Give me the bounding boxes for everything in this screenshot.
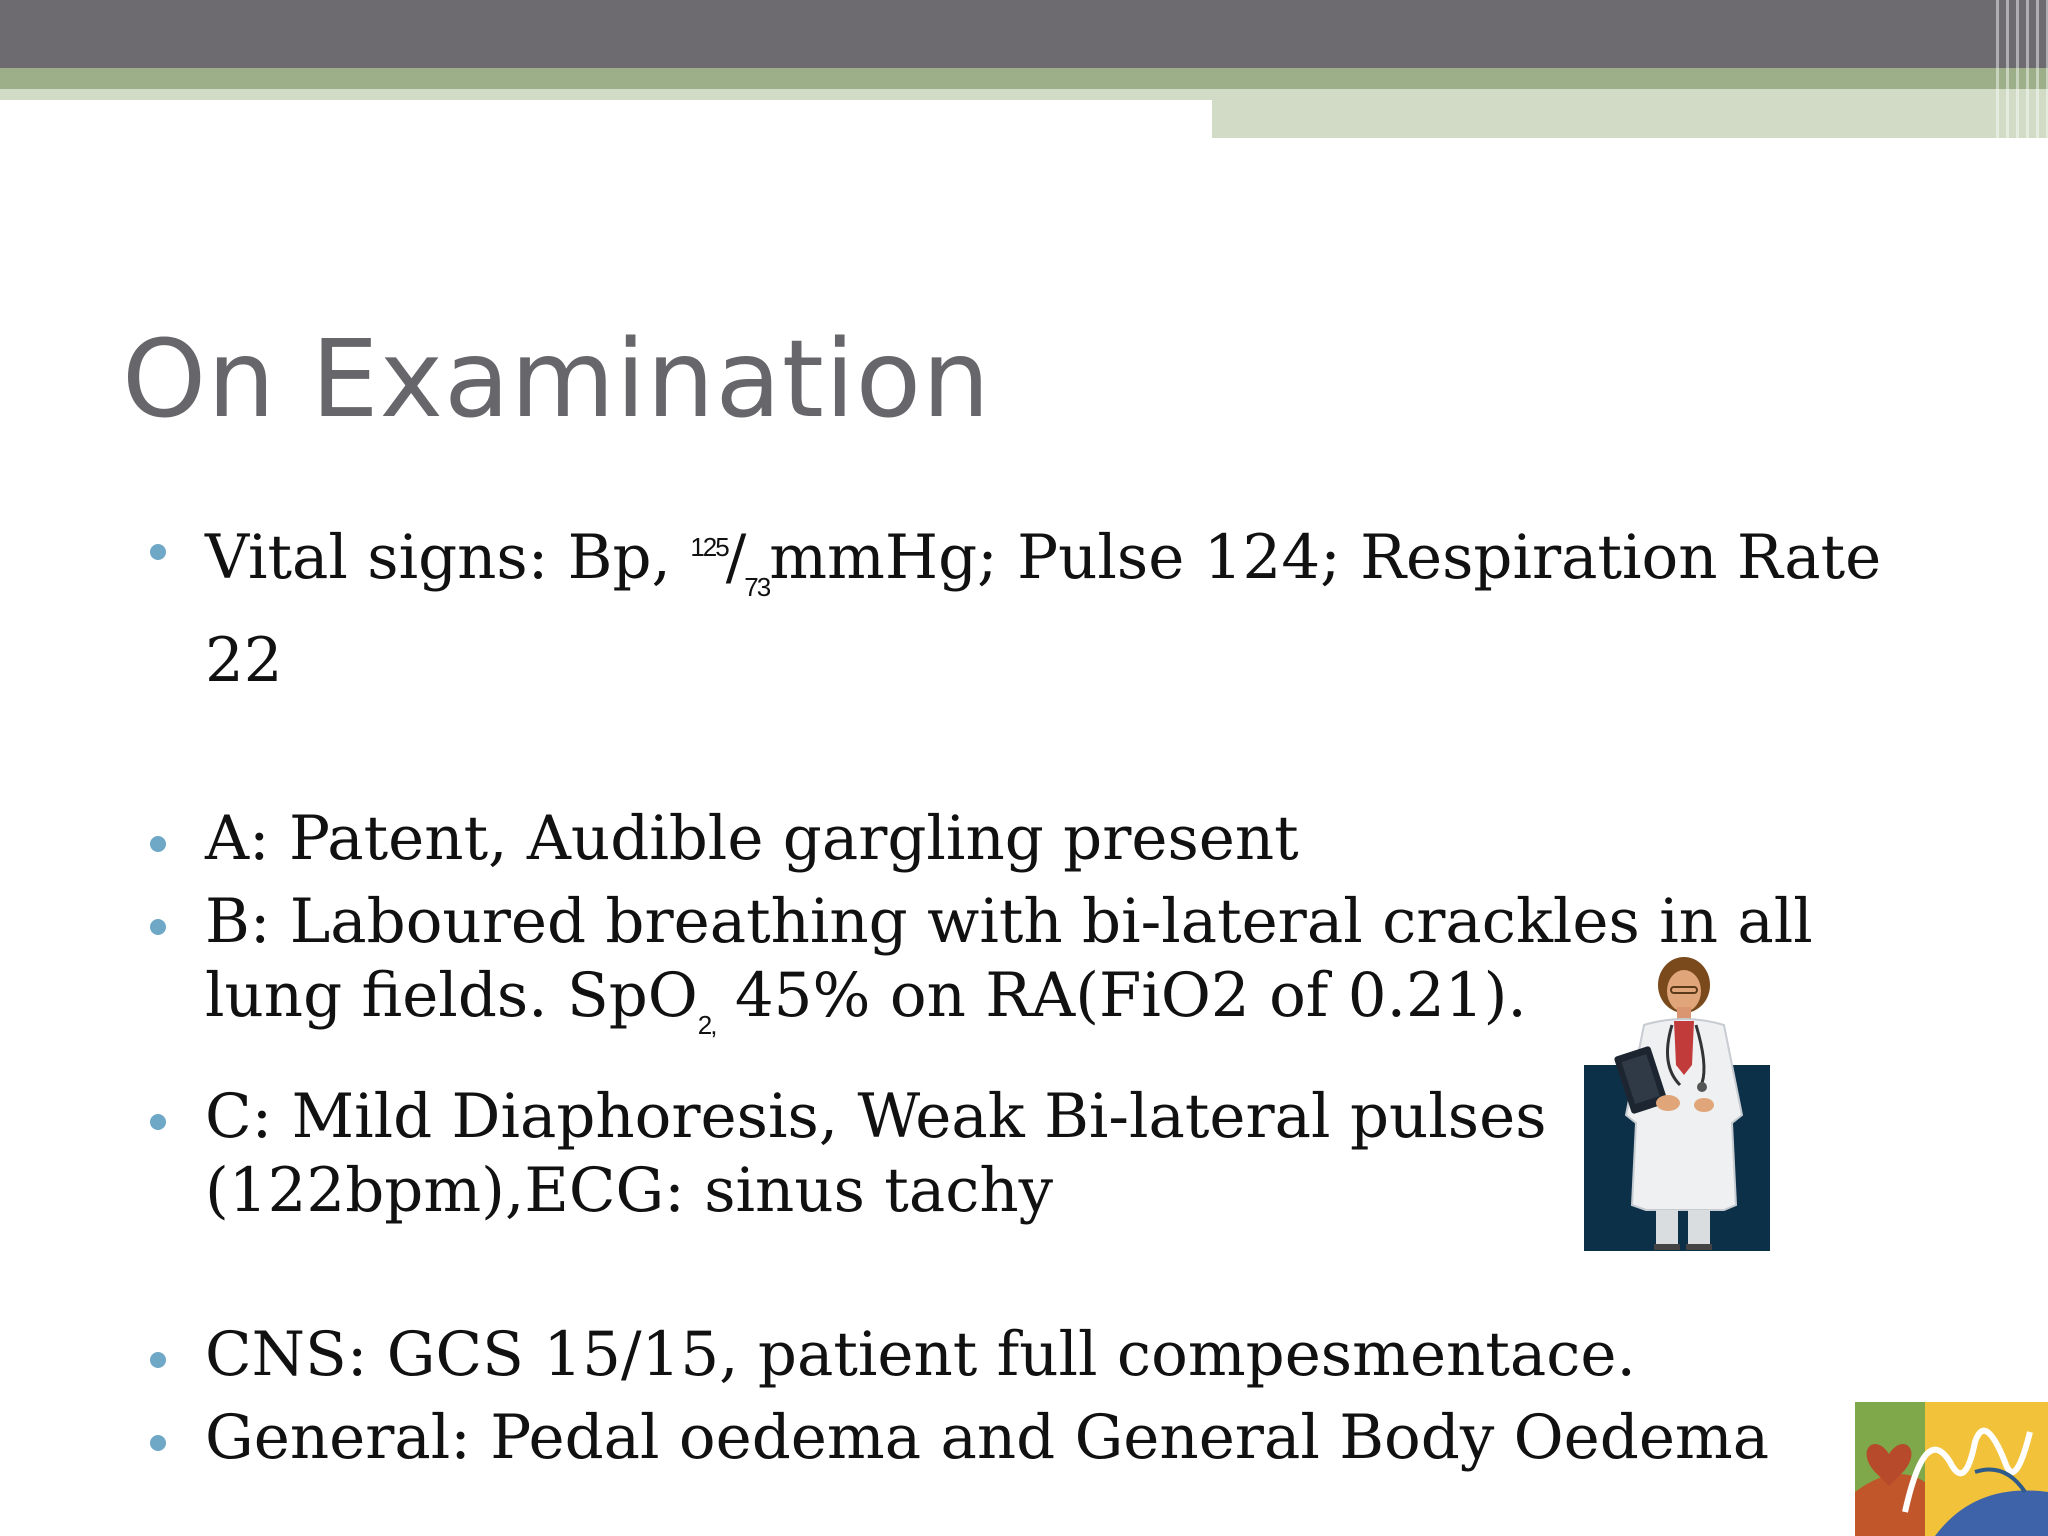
bp-diastolic: 73 [744, 572, 770, 602]
bullet-dot [150, 1352, 166, 1368]
list-item-vitals [150, 510, 1910, 698]
list-item-cns [150, 1318, 1910, 1392]
header-edge-lines [1996, 0, 2048, 138]
slide-title: On Examination [122, 318, 991, 442]
general-text: General: Pedal oedema and General Body Oedema [205, 1402, 1770, 1473]
bullet-dot [150, 1435, 166, 1451]
circulation-text: C: Mild Diaphoresis, Weak Bi-lateral pulses (122bpm),ECG: sinus tachy [205, 1081, 1547, 1226]
bullet-dot [150, 1114, 166, 1130]
spo2-subscript: 2, [697, 1010, 716, 1040]
bp-systolic: 125 [690, 532, 728, 562]
breathing-suffix: 45% on RA(FiO2 of 0.21). [715, 960, 1527, 1031]
bp-slash: / [725, 522, 747, 593]
bullet-dot [150, 836, 166, 852]
header-stripe-light-right [1212, 89, 2048, 138]
header-stripe-green [0, 68, 2048, 89]
breathing-prefix: B: Laboured breathing with bi-lateral crackles in all lung fields. SpO [205, 886, 1813, 1031]
vitals-suffix: mmHg; Pulse 124; Respiration Rate 22 [205, 522, 1882, 696]
header-stripe-light [0, 89, 1212, 100]
header-bar [0, 0, 2048, 68]
list-item-circulation [150, 1080, 1655, 1228]
corner-logo [1855, 1402, 2048, 1536]
bullet-dot [150, 919, 166, 935]
cns-text: CNS: GCS 15/15, patient full compesmentace. [205, 1319, 1636, 1390]
list-item-general [150, 1401, 1910, 1475]
airway-text: A: Patent, Audible gargling present [205, 803, 1299, 874]
bullet-dot [150, 544, 166, 560]
doctor-clipart [1584, 955, 1770, 1251]
list-item-airway [150, 802, 1910, 876]
vitals-prefix: Vital signs: Bp, [205, 522, 691, 593]
